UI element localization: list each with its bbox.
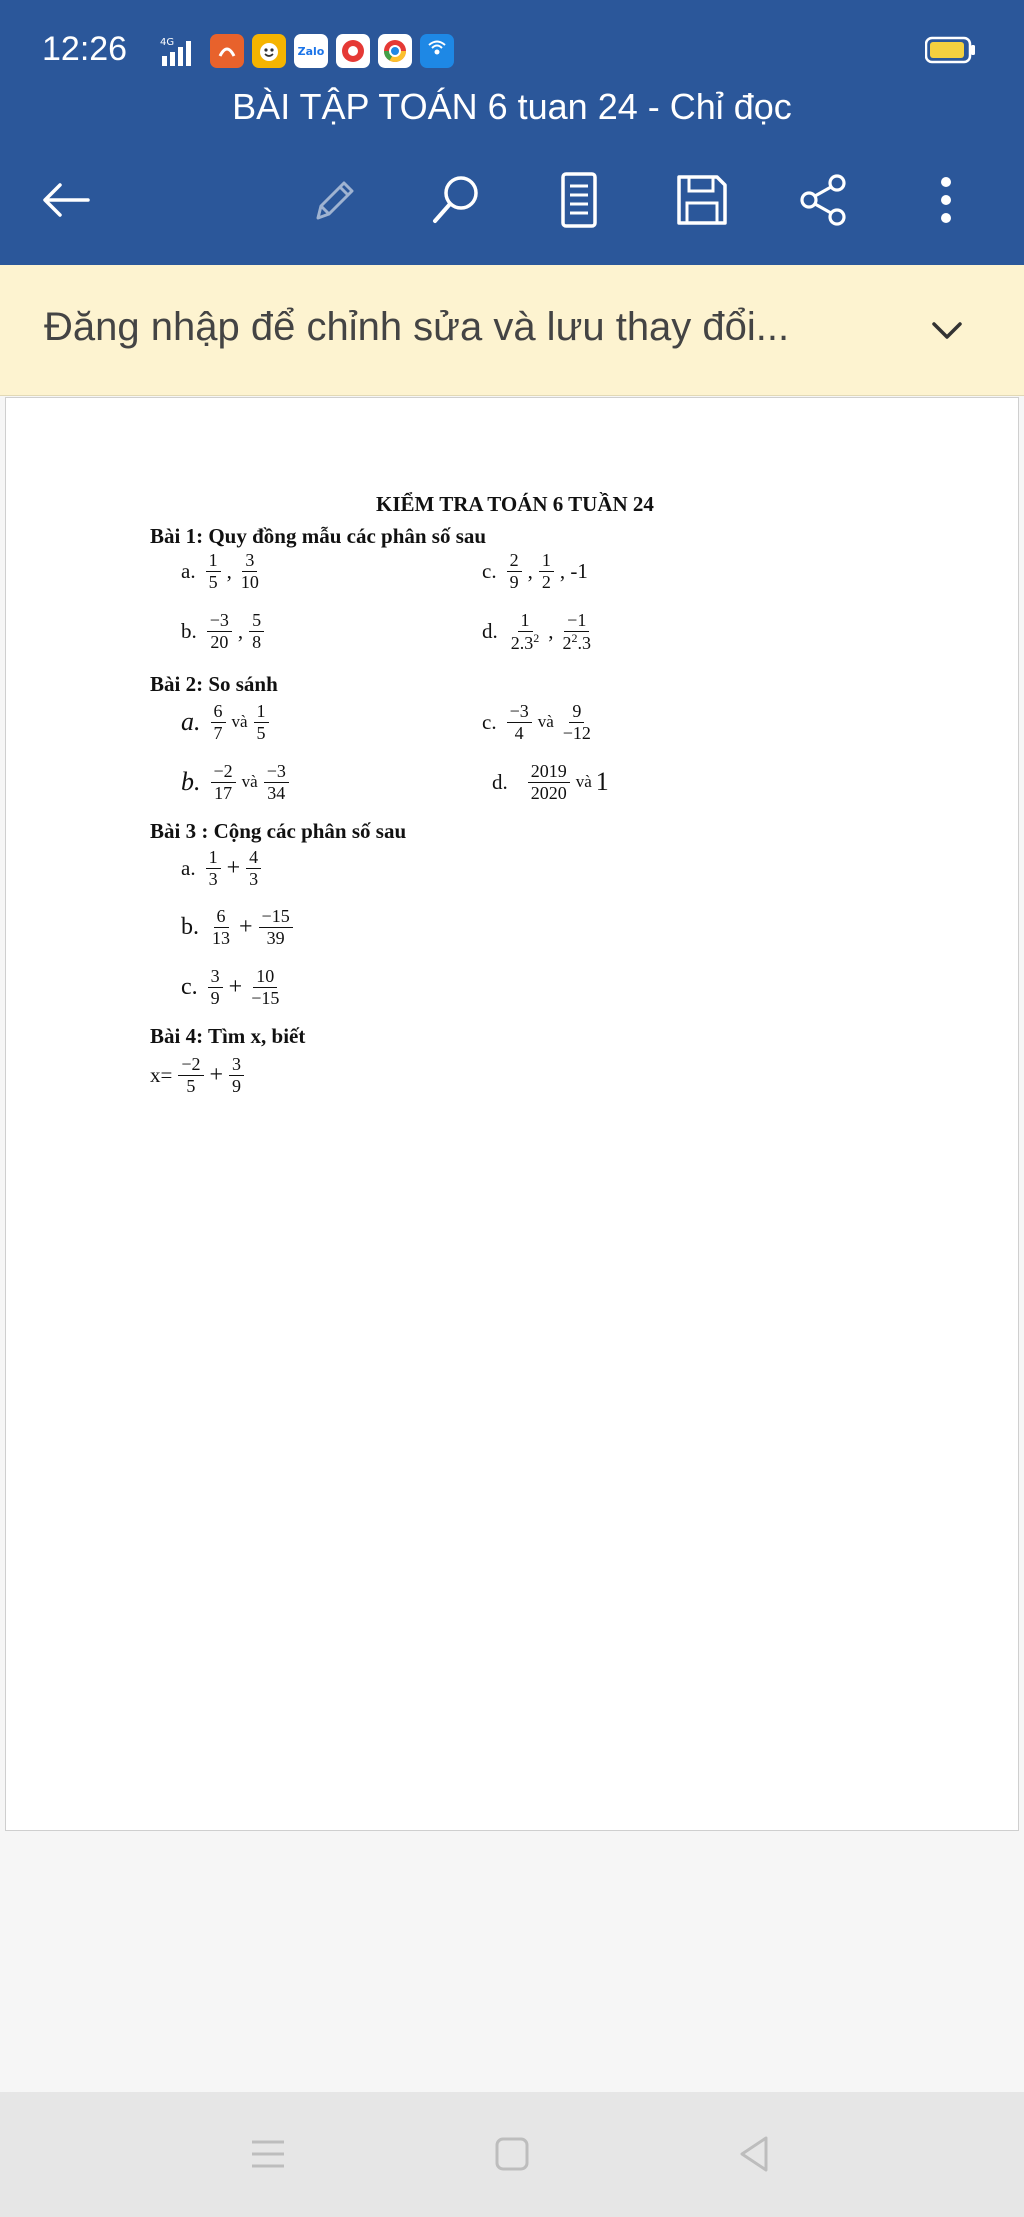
notification-icons (210, 34, 454, 70)
item-label: a. (181, 707, 201, 737)
recent-apps-icon (248, 2134, 288, 2174)
notification-app-1-icon (210, 34, 244, 68)
item-label: d. (482, 619, 498, 644)
fraction: $\frac{6}{7}$ (209, 701, 228, 743)
fraction: $\frac{-3}{20}$ (205, 610, 234, 652)
fraction: $\frac{1}{2}$ (537, 550, 556, 592)
plus-sign: + (239, 913, 253, 940)
zalo-icon: Zalo (294, 34, 328, 68)
status-bar (0, 0, 1024, 100)
bai4-heading: Bài 4: Tìm x, biết (150, 1024, 306, 1048)
fraction: $\frac{5}{8}$ (247, 610, 266, 652)
fraction: $\frac{-3}{34}$ (262, 761, 291, 803)
fraction: $\frac{1}{2.3^2}$ (510, 610, 540, 653)
app-o-icon (336, 34, 370, 68)
network-type: 4G (160, 37, 175, 48)
item-tail: , -1 (559, 558, 588, 583)
chevron-down-icon[interactable] (924, 308, 970, 354)
item-label: c. (181, 973, 198, 1000)
wifi-hotspot-icon (420, 34, 454, 68)
bai1-item-c: c. $\frac{2}{9}$ , $\frac{1}{2}$ , -1 (482, 550, 588, 592)
share-icon (795, 171, 853, 229)
back-arrow-icon (38, 172, 94, 228)
item-label: a. (181, 855, 196, 880)
fraction: $\frac{3}{9}$ (227, 1054, 246, 1096)
fraction: $\frac{1}{3}$ (204, 847, 223, 889)
more-options-button[interactable] (914, 168, 978, 232)
compare-word: và (241, 772, 258, 792)
share-button[interactable] (792, 168, 856, 232)
compare-word: và (575, 772, 592, 792)
bai3-item-a (181, 847, 263, 889)
home-button[interactable] (480, 2122, 544, 2186)
chrome-icon (378, 34, 412, 68)
item-label: c. (482, 709, 497, 734)
document-page[interactable] (5, 397, 1019, 1831)
reading-view-icon (551, 170, 607, 230)
bai2-item-c (482, 701, 596, 743)
fraction: $\frac{-2}{5}$ (176, 1054, 205, 1096)
bai3-item-c (181, 966, 284, 1008)
item-label: c. (482, 558, 497, 583)
fraction: $\frac{-1}{2^2.3}$ (562, 610, 591, 653)
bai2-heading: Bài 2: So sánh (150, 672, 278, 696)
bai1-item-d: d. $\frac{1}{2.3^2}$ , $\frac{-1}{2^2.3}$ (482, 610, 596, 653)
fraction: $\frac{3}{9}$ (206, 966, 225, 1008)
fraction: $\frac{2}{9}$ (505, 550, 524, 592)
equation-lhs: x= (150, 1062, 173, 1087)
fraction: $\frac{10}{-15}$ (251, 966, 280, 1008)
fraction: $\frac{1}{5}$ (252, 701, 271, 743)
fraction: $\frac{-3}{4}$ (505, 701, 534, 743)
save-button[interactable] (670, 168, 734, 232)
fraction: $\frac{4}{3}$ (244, 847, 263, 889)
battery-icon (925, 36, 977, 64)
sign-in-banner[interactable] (0, 265, 1024, 396)
compare-word: và (537, 712, 554, 732)
back-button[interactable] (34, 168, 98, 232)
reading-view-button[interactable] (547, 168, 611, 232)
edit-button[interactable] (302, 168, 366, 232)
more-icon (936, 172, 956, 228)
bai1-item-a: a. $\frac{1}{5}$ , $\frac{3}{10}$ (181, 550, 264, 592)
fraction: $\frac{1}{5}$ (204, 550, 223, 592)
status-time: 12:26 (42, 30, 128, 68)
app-header (0, 0, 1024, 265)
plus-sign: + (209, 1061, 224, 1088)
bai2-item-b (181, 761, 291, 803)
save-icon (673, 171, 731, 229)
recent-apps-button[interactable] (236, 2122, 300, 2186)
plus-sign: + (226, 854, 241, 881)
fraction: $\frac{9}{-12}$ (562, 701, 591, 743)
fraction: $\frac{6}{13}$ (212, 906, 230, 948)
system-navigation-bar (0, 2092, 1024, 2217)
item-label: d. (492, 769, 508, 794)
fraction: $\frac{-15}{39}$ (257, 906, 295, 948)
item-label: b. (181, 618, 197, 643)
notification-app-2-icon (252, 34, 286, 68)
plus-sign: + (228, 973, 243, 1000)
bai3-heading: Bài 3 : Cộng các phân số sau (150, 819, 407, 843)
home-icon (492, 2134, 532, 2174)
page-title: KIỂM TRA TOÁN 6 TUẦN 24 (376, 492, 654, 516)
system-back-button[interactable] (722, 2122, 786, 2186)
bai1-item-b: b. $\frac{-3}{20}$ , $\frac{5}{8}$ (181, 610, 266, 652)
item-tail: 1 (595, 767, 609, 797)
edit-pencil-icon (306, 172, 362, 228)
item-label: b. (181, 913, 199, 940)
banner-text: Đăng nhập để chỉnh sửa và lưu thay đổi... (44, 305, 790, 349)
bai4-equation (150, 1054, 246, 1096)
back-triangle-icon (734, 2134, 774, 2174)
fraction: $\frac{3}{10}$ (240, 550, 259, 592)
bai2-item-d (492, 761, 609, 803)
document-title: BÀI TẬP TOÁN 6 tuan 24 - Chỉ đọc (232, 86, 792, 127)
compare-word: và (231, 712, 248, 732)
search-icon (427, 171, 485, 229)
item-label: a. (181, 558, 196, 583)
bai3-item-b (181, 906, 295, 948)
signal-icon (158, 34, 198, 68)
item-label: b. (181, 767, 201, 797)
bai1-heading: Bài 1: Quy đồng mẫu các phân số sau (150, 524, 487, 548)
fraction: $\frac{-2}{17}$ (209, 761, 238, 803)
bai2-item-a (181, 701, 271, 743)
fraction: $\frac{2019}{2020}$ (526, 761, 572, 803)
search-button[interactable] (424, 168, 488, 232)
